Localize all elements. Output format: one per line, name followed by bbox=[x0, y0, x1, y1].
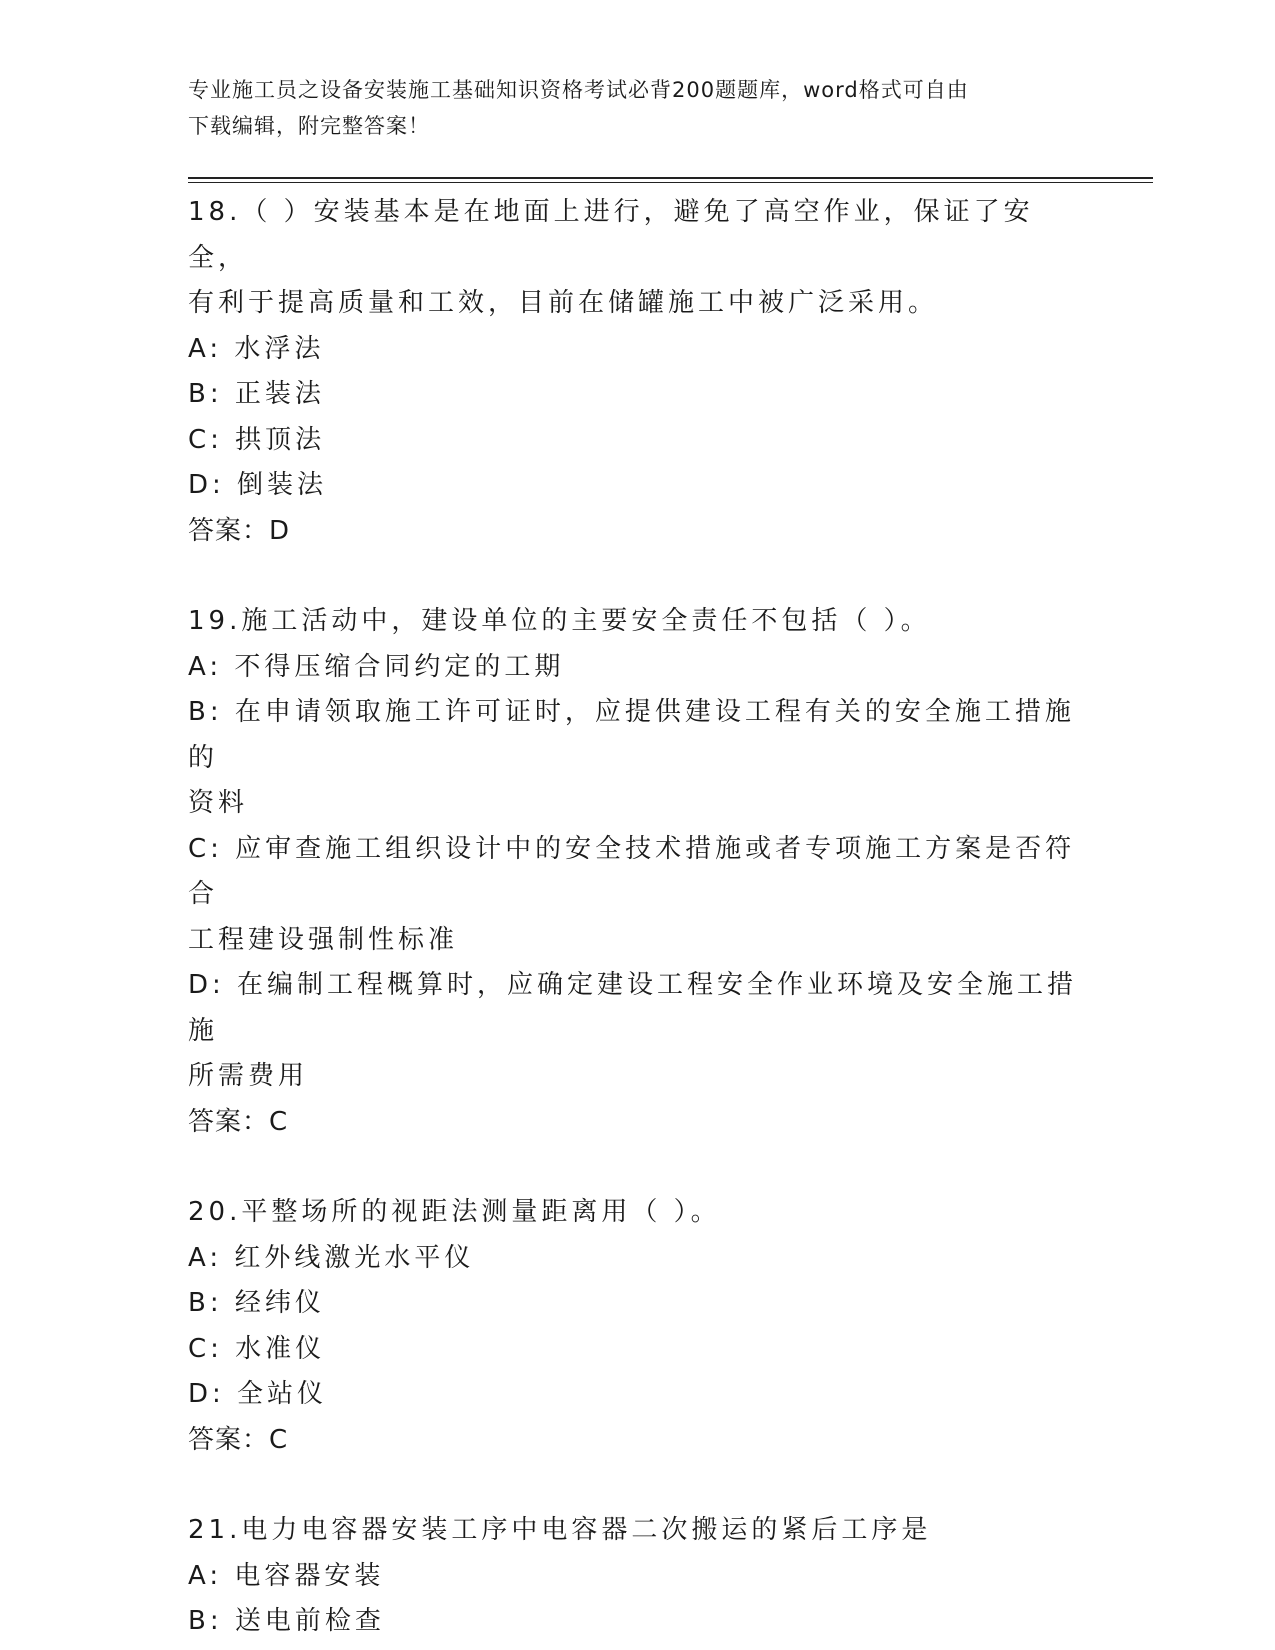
document-header bbox=[188, 72, 1068, 144]
option-a: A: 水浮法 bbox=[188, 333, 325, 364]
option-b: B: 送电前检查 bbox=[188, 1606, 385, 1636]
question-stem-line: 19.施工活动中，建设单位的主要安全责任不包括（ ）。 bbox=[188, 606, 931, 636]
answer-line: 答案：D bbox=[188, 515, 291, 546]
question-stem-line: 20.平整场所的视距法测量距离用（ ）。 bbox=[188, 1197, 721, 1227]
option-b-continued: 资料 bbox=[188, 788, 249, 818]
option-a: A: 红外线激光水平仪 bbox=[188, 1242, 475, 1273]
option-c: C: 拱顶法 bbox=[188, 424, 326, 455]
option-c: C: 水准仪 bbox=[188, 1333, 326, 1364]
option-a: A: 不得压缩合同约定的工期 bbox=[188, 651, 565, 682]
option-d-continued: 所需费用 bbox=[188, 1061, 309, 1091]
header-divider-thick bbox=[188, 177, 1153, 179]
option-b: B: 在申请领取施工许可证时，应提供建设工程有关的安全施工措施的 bbox=[188, 697, 1075, 773]
option-b: B: 正装法 bbox=[188, 379, 325, 409]
option-c-continued: 工程建设强制性标准 bbox=[188, 924, 459, 955]
answer-line: 答案：C bbox=[188, 1106, 289, 1137]
header-divider-thin bbox=[188, 182, 1153, 183]
question-20 bbox=[188, 1190, 1088, 1463]
question-18 bbox=[188, 190, 1088, 554]
question-list bbox=[188, 190, 1088, 1645]
option-d: D: 倒装法 bbox=[188, 470, 328, 500]
answer-line: 答案：C bbox=[188, 1424, 289, 1455]
option-c: C: 应审查施工组织设计中的安全技术措施或者专项施工方案是否符合 bbox=[188, 833, 1076, 909]
header-line-2: 下载编辑，附完整答案！ bbox=[188, 114, 430, 138]
option-b: B: 经纬仪 bbox=[188, 1288, 325, 1318]
option-d: D: 在编制工程概算时，应确定建设工程安全作业环境及安全施工措施 bbox=[188, 970, 1078, 1046]
header-line-1: 专业施工员之设备安装施工基础知识资格考试必背200题题库，word格式可自由 bbox=[188, 78, 969, 102]
question-stem-line: 有利于提高质量和工效，目前在储罐施工中被广泛采用。 bbox=[188, 288, 939, 318]
question-19 bbox=[188, 599, 1088, 1145]
option-d: D: 全站仪 bbox=[188, 1379, 328, 1409]
option-a: A: 电容器安装 bbox=[188, 1560, 385, 1591]
question-21 bbox=[188, 1508, 1088, 1645]
question-stem-line: 21.电力电容器安装工序中电容器二次搬运的紧后工序是 bbox=[188, 1515, 932, 1545]
question-stem-line: 18.（ ）安装基本是在地面上进行，避免了高空作业，保证了安全， bbox=[188, 197, 1034, 273]
